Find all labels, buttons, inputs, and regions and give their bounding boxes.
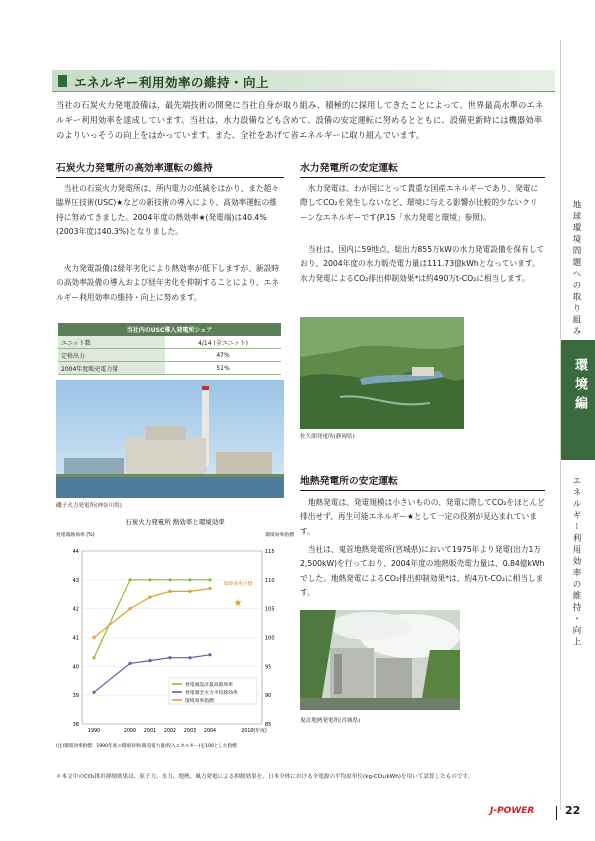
chart-data-point xyxy=(188,590,191,593)
chart-data-point xyxy=(128,607,131,610)
chart-data-point xyxy=(92,691,95,694)
chart-x-tick-label: 2000 xyxy=(123,729,137,734)
section-title-bar xyxy=(52,70,555,92)
chart-right-tick-label: 105 xyxy=(265,606,275,613)
page-title: エネルギー利用効率の維持・向上 xyxy=(74,75,270,90)
chart-note: (注)環境効率指標：1990年度の環境効率(販売電力量/投入エネルギー)を100とした指標 xyxy=(56,744,237,749)
chart-legend-label: 発電端設計最高熱効率 xyxy=(185,683,233,688)
footer-divider xyxy=(556,806,557,820)
hydro-paragraph-1: 水力発電は、わが国にとって貴重な国産エネルギーであり、発電に際してCO₂を発生しないなど、環境に与える影響が比較的少ないクリーンなエネルギーです(P.15「水力発電と環境」参照)。 xyxy=(300,184,539,222)
chart-data-point xyxy=(148,578,151,581)
chart-right-tick-label: 90 xyxy=(265,693,272,700)
chart-target-label: 環境効率目標 xyxy=(223,581,253,587)
efficiency-chart xyxy=(56,515,294,755)
coal-paragraph-2: 火力発電設備は経年劣化により熱効率が低下しますが、新設時の高効率設備の導入および経年劣化を抑制することにより、エネルギー利用効率の維持・向上に努めます。 xyxy=(56,264,279,302)
chart-x-tick-label: 2010(年度) xyxy=(241,729,267,734)
sidebar-section-tag xyxy=(561,340,595,460)
chart-data-point xyxy=(208,587,211,590)
chart-x-tick-label: 1990 xyxy=(87,729,101,734)
coal-paragraph-1: 当社の石炭火力発電所は、所内電力の低減をはかり、また超々臨界圧技術(USC)★などの新技術の導入により、高効率運転の維持に努めてきました。2004年度の熱効率★(発電端)は40.4%(2003年度は40.3%)となりました。 xyxy=(56,184,279,237)
chart-left-tick-label: 41 xyxy=(72,635,79,642)
geothermal-paragraph-2: 当社は、鬼首地熱発電所(宮城県)において1975年より発電(出力1万2,500kW)を行っており、2004年度の地熱販売電力量は、0.84億kWhでした。地熱発電によるCO₂排出抑制効果*は、約4万t-CO₂に相当します。 xyxy=(300,545,545,598)
geothermal-paragraph-1: 地熱発電は、発電規模は小さいものの、発電に際してCO₂をほとんど排出せず、再生可能エネルギー★として一定の役割が見込まれています。 xyxy=(300,498,545,536)
chart-right-tick-label: 110 xyxy=(265,577,275,584)
sidebar-top-label: 地球環境問題への取り組み xyxy=(571,200,581,338)
sakuma-photo-caption: 佐久間発電所(静岡県) xyxy=(300,434,355,440)
isogo-photo-caption: 磯子火力発電所(神奈川県) xyxy=(56,503,122,509)
chart-data-point xyxy=(168,578,171,581)
chart-data-point xyxy=(92,636,95,639)
chart-data-point xyxy=(168,656,171,659)
chart-y-right-label: 環境効率指標 xyxy=(265,533,294,538)
chart-left-tick-label: 40 xyxy=(72,664,79,671)
chart-left-tick-label: 42 xyxy=(72,606,79,613)
onikobe-geothermal-photo xyxy=(300,610,460,710)
chart-legend-label: 発電端全火力平均熱効率 xyxy=(185,691,238,696)
side-navigation xyxy=(560,40,595,810)
chart-data-point xyxy=(188,578,191,581)
chart-y-left-label: 発電端熱効率 (%) xyxy=(56,533,95,538)
geothermal-heading: 地熱発電所の安定運転 xyxy=(300,473,545,491)
coal-heading: 石炭火力発電所の高効率運転の維持 xyxy=(56,160,284,178)
chart-series-line xyxy=(94,589,210,638)
chart-data-point xyxy=(128,578,131,581)
table-row xyxy=(58,336,281,349)
table-cell-label: 2004年度販売電力量 xyxy=(58,362,165,375)
chart-legend-label: 環境効率指標 xyxy=(185,699,214,704)
intro-text: 当社の石炭火力発電設備は、最先端技術の開発に当社自身が取り組み、積極的に採用してきたことによって、世界最高水準のエネルギー利用効率を達成しています。当社は、水力設備なども含めて、設備の安定運転に努めるとともに、設備更新時には機器効率のよりいっそうの向上をはかっています。また、全社をあげて省エネルギーに取り組んでいます。 xyxy=(56,100,544,140)
sakuma-dam-photo xyxy=(300,317,464,429)
hydro-heading: 水力発電所の安定運転 xyxy=(300,160,545,178)
jpower-logo: J-POWER xyxy=(490,806,535,816)
usc-table-header: 当社内のUSC導入発電所シェア xyxy=(58,323,281,336)
page-number: 22 xyxy=(565,804,581,817)
footnote: ＊本文中のCO₂排出抑制効果は、原子力、水力、地熱、風力発電による抑制効果を、日本全体における全電源の平均原単位(kg-CO₂/kWh)を用いて試算したものです。 xyxy=(56,774,474,780)
sidebar-bottom-label: エネルギー利用効率の維持・向上 xyxy=(571,476,581,649)
chart-title: 石炭火力発電所 熱効率と環境効率 xyxy=(125,518,225,526)
onikobe-photo-caption: 鬼首地熱発電所(宮城県) xyxy=(300,718,361,724)
sidebar-tag-label: 環境編 xyxy=(572,358,587,415)
chart-left-tick-label: 39 xyxy=(72,693,79,700)
table-row xyxy=(58,349,281,362)
chart-x-tick-label: 2003 xyxy=(183,729,197,734)
chart-svg xyxy=(56,515,294,755)
chart-x-tick-label: 2001 xyxy=(143,729,157,734)
chart-x-tick-label: 2002 xyxy=(163,729,177,734)
chart-data-point xyxy=(188,656,191,659)
hydro-paragraph-2: 当社は、国内に59地点、総出力855万kWの水力発電設備を保有しており、2004年度の水力販売電力量は111.73億kWhとなっています。水力発電によるCO₂排出抑制効果*は約490万t-CO₂に相当します。 xyxy=(300,245,545,283)
chart-data-point xyxy=(168,590,171,593)
chart-target-marker: ★ xyxy=(233,597,243,609)
isogo-power-plant-photo xyxy=(56,380,284,498)
chart-right-tick-label: 115 xyxy=(265,549,275,555)
table-cell-value: 4/14 (全ユニット) xyxy=(165,336,281,349)
chart-data-point xyxy=(208,653,211,656)
table-cell-value: 47% xyxy=(165,349,281,362)
table-cell-label: 定格出力 xyxy=(58,349,165,362)
table-row xyxy=(58,362,281,375)
chart-data-point xyxy=(148,659,151,662)
chart-right-tick-label: 100 xyxy=(265,635,275,642)
chart-data-point xyxy=(148,596,151,599)
chart-left-tick-label: 38 xyxy=(72,722,79,728)
chart-left-tick-label: 43 xyxy=(72,577,79,584)
chart-left-tick-label: 44 xyxy=(72,549,79,555)
chart-right-tick-label: 85 xyxy=(265,722,272,728)
usc-share-table xyxy=(58,323,281,375)
table-cell-label: ユニット数 xyxy=(58,336,165,349)
chart-data-point xyxy=(92,656,95,659)
chart-x-tick-label: 2004 xyxy=(203,729,217,734)
table-cell-value: 51% xyxy=(165,362,281,375)
chart-data-point xyxy=(128,662,131,665)
title-marker xyxy=(58,75,67,87)
chart-right-tick-label: 95 xyxy=(265,664,272,671)
chart-data-point xyxy=(208,578,211,581)
